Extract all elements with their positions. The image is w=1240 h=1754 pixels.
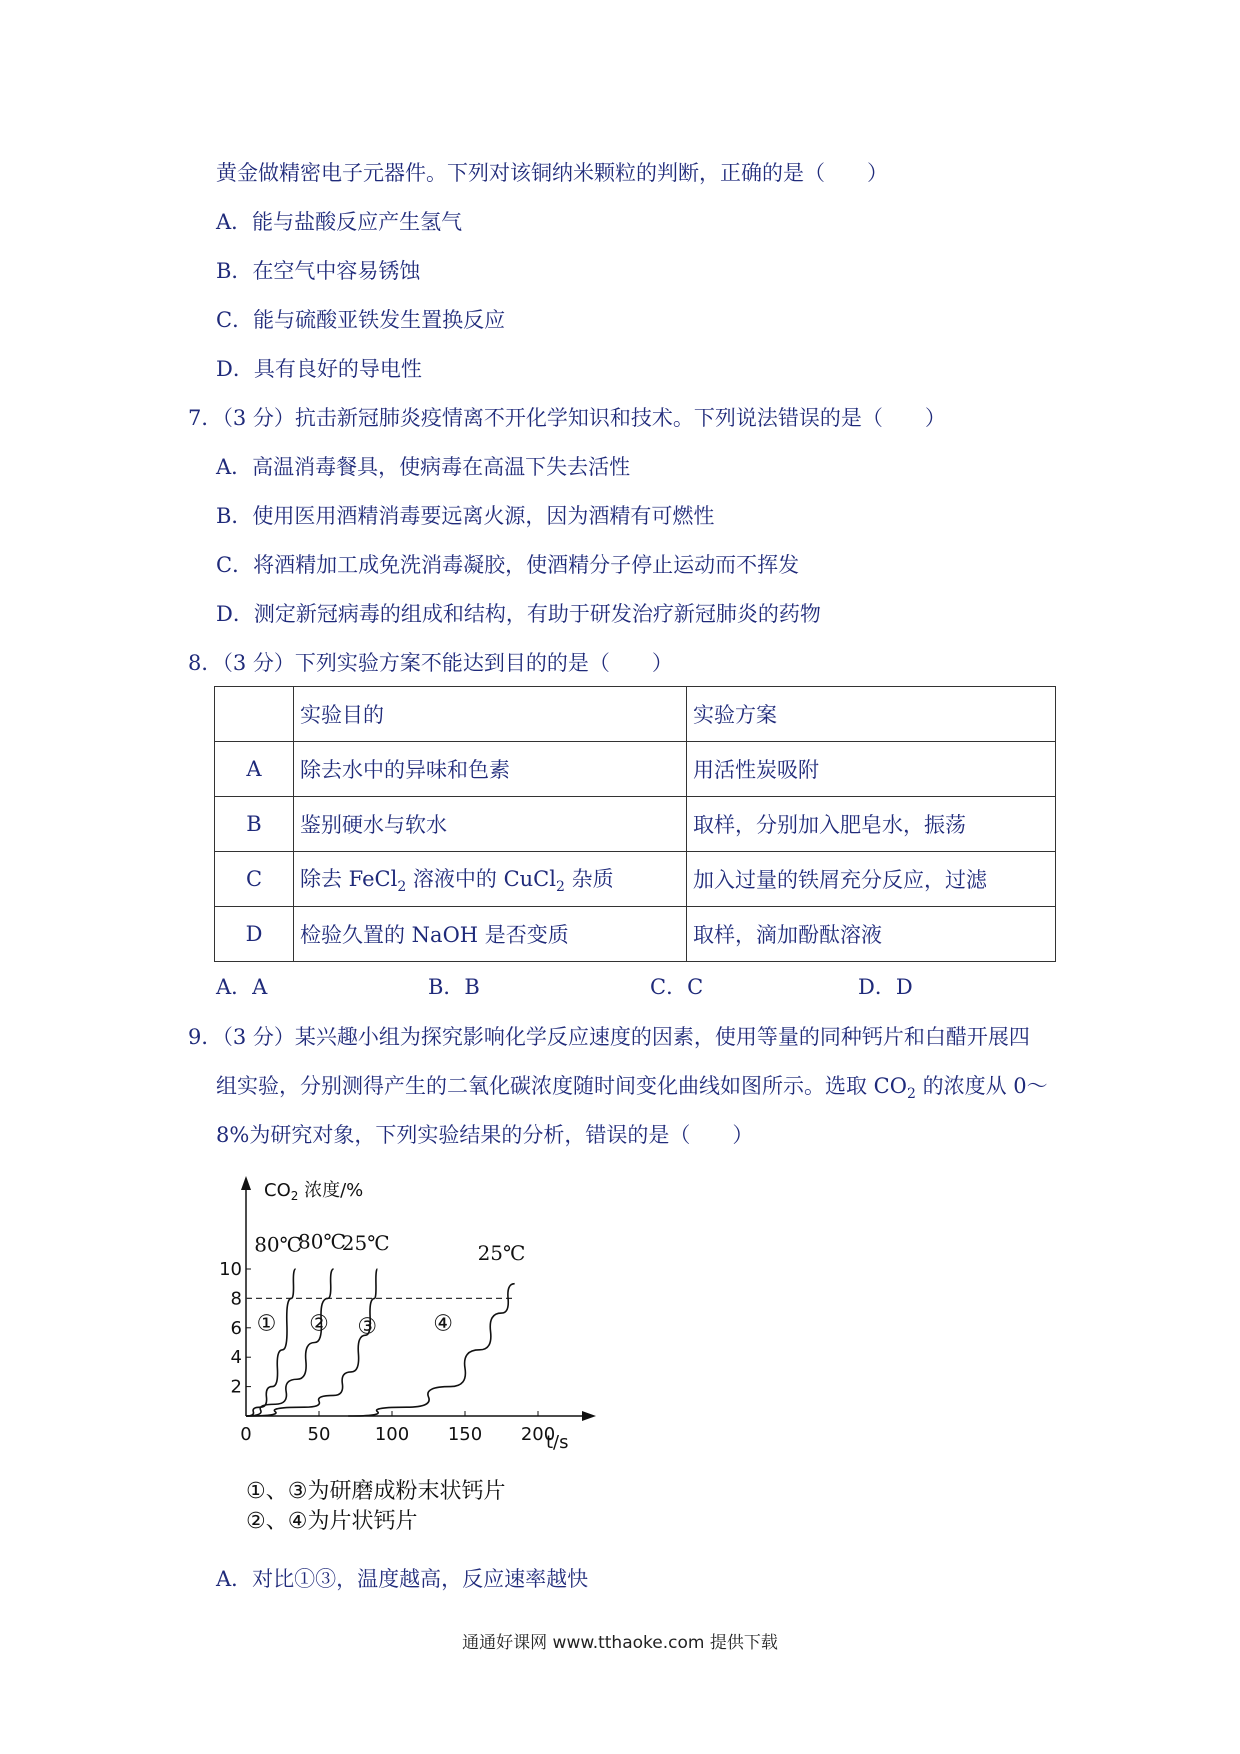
table-row bbox=[215, 797, 1056, 852]
y-tick-label: 6 bbox=[230, 1317, 242, 1339]
chart-legend-line1: ①、③为研磨成粉末状钙片 bbox=[246, 1479, 506, 1504]
x-axis-arrow bbox=[582, 1411, 596, 1421]
series-curve-2 bbox=[246, 1269, 334, 1416]
x-axis-label: t/s bbox=[546, 1432, 569, 1453]
x-tick-label: 50 bbox=[307, 1424, 331, 1445]
series-number-label: ② bbox=[309, 1311, 329, 1337]
row-key: C bbox=[215, 852, 294, 907]
q7-option-a: A．高温消毒餐具，使病毒在高温下失去活性 bbox=[216, 455, 631, 479]
table-header-cell bbox=[215, 687, 294, 742]
x-tick-label: 100 bbox=[374, 1424, 410, 1445]
q7-option-c: C．将酒精加工成免洗消毒凝胶，使酒精分子停止运动而不挥发 bbox=[216, 553, 800, 577]
table-header-plan: 实验方案 bbox=[687, 687, 1056, 742]
q6-option-b: B．在空气中容易锈蚀 bbox=[216, 259, 421, 283]
subscript: 2 bbox=[555, 879, 565, 896]
subscript: 2 bbox=[906, 1086, 916, 1103]
series-number-label: ④ bbox=[433, 1311, 453, 1337]
x-tick-label: 0 bbox=[240, 1424, 252, 1445]
series-number-label: ① bbox=[256, 1311, 277, 1337]
row-plan: 用活性炭吸附 bbox=[687, 742, 1056, 797]
goal-text: 溶液中的 CuCl bbox=[406, 866, 556, 891]
y-tick-label: 2 bbox=[230, 1376, 242, 1398]
row-plan: 取样，滴加酚酞溶液 bbox=[687, 907, 1056, 962]
table-header-row bbox=[215, 687, 1056, 742]
row-plan: 取样，分别加入肥皂水，振荡 bbox=[687, 797, 1056, 852]
q9-stem-line1: 9．（3 分）某兴趣小组为探究影响化学反应速度的因素，使用等量的同种钙片和白醋开展四 bbox=[188, 1025, 1030, 1049]
stem-text: 组实验，分别测得产生的二氧化碳浓度随时间变化曲线如图所示。选取 CO bbox=[216, 1074, 907, 1098]
subscript: 2 bbox=[397, 879, 407, 896]
q8-answer-c: C．C bbox=[650, 975, 704, 999]
series-temp-label: 80℃ bbox=[298, 1229, 346, 1254]
series-curve-1 bbox=[246, 1269, 296, 1416]
q6-continuation: 黄金做精密电子元器件。下列对该铜纳米颗粒的判断，正确的是（ ） bbox=[216, 161, 888, 185]
goal-text: 杂质 bbox=[564, 866, 614, 891]
row-key: A bbox=[215, 742, 294, 797]
page-footer: 通通好课网 www.tthaoke.com 提供下载 bbox=[462, 1633, 778, 1653]
row-goal: 检验久置的 NaOH 是否变质 bbox=[294, 907, 687, 962]
row-plan: 加入过量的铁屑充分反应，过滤 bbox=[687, 852, 1056, 907]
series-temp-label: 25℃ bbox=[341, 1230, 390, 1255]
q8-answer-d: D．D bbox=[858, 975, 913, 999]
x-tick-label: 150 bbox=[447, 1424, 483, 1445]
series-curve-4 bbox=[348, 1284, 514, 1416]
q7-option-b: B．使用医用酒精消毒要远离火源，因为酒精有可燃性 bbox=[216, 504, 715, 528]
q6-option-c: C．能与硫酸亚铁发生置换反应 bbox=[216, 308, 506, 332]
q8-answer-b: B．B bbox=[428, 975, 480, 999]
y-tick-label: 4 bbox=[230, 1347, 242, 1369]
y-tick-label: 8 bbox=[230, 1288, 242, 1310]
series-temp-label: 80℃ bbox=[254, 1232, 303, 1257]
x-tick-label: 200 bbox=[520, 1424, 556, 1445]
q8-stem: 8．（3 分）下列实验方案不能达到目的的是（ ） bbox=[188, 651, 673, 675]
row-key: B bbox=[215, 797, 294, 852]
series-temp-label: 25℃ bbox=[477, 1241, 526, 1266]
row-key: D bbox=[215, 907, 294, 962]
q9-stem-line3: 8%为研究对象，下列实验结果的分析，错误的是（ ） bbox=[216, 1123, 754, 1147]
row-goal: 除去水中的异味和色素 bbox=[294, 742, 687, 797]
table-header-goal: 实验目的 bbox=[294, 687, 687, 742]
goal-text: 除去 FeCl bbox=[300, 866, 398, 891]
table-row bbox=[215, 907, 1056, 962]
q7-option-d: D．测定新冠病毒的组成和结构，有助于研发治疗新冠肺炎的药物 bbox=[216, 602, 821, 626]
table-row bbox=[215, 852, 1056, 907]
q8-answer-a: A．A bbox=[216, 975, 268, 999]
co2-concentration-chart bbox=[210, 1170, 660, 1470]
table-row bbox=[215, 742, 1056, 797]
y-tick-label: 10 bbox=[219, 1259, 242, 1280]
series-number-label: ③ bbox=[357, 1314, 378, 1340]
y-axis-label: $CO_2$ 浓度/% bbox=[264, 1180, 364, 1203]
row-goal bbox=[294, 852, 687, 907]
chart-legend-line2: ②、④为片状钙片 bbox=[246, 1509, 418, 1534]
q6-option-a: A．能与盐酸反应产生氢气 bbox=[216, 210, 463, 234]
q9-option-a: A．对比①③，温度越高，反应速率越快 bbox=[216, 1567, 589, 1591]
q9-stem-line2 bbox=[216, 1071, 1048, 1109]
row-goal: 鉴别硬水与软水 bbox=[294, 797, 687, 852]
q6-option-d: D．具有良好的导电性 bbox=[216, 357, 422, 381]
experiment-table bbox=[214, 686, 1056, 962]
y-axis-arrow bbox=[241, 1176, 251, 1190]
q7-stem: 7．（3 分）抗击新冠肺炎疫情离不开化学知识和技术。下列说法错误的是（ ） bbox=[188, 406, 946, 430]
stem-text: 的浓度从 0～ bbox=[915, 1074, 1048, 1098]
